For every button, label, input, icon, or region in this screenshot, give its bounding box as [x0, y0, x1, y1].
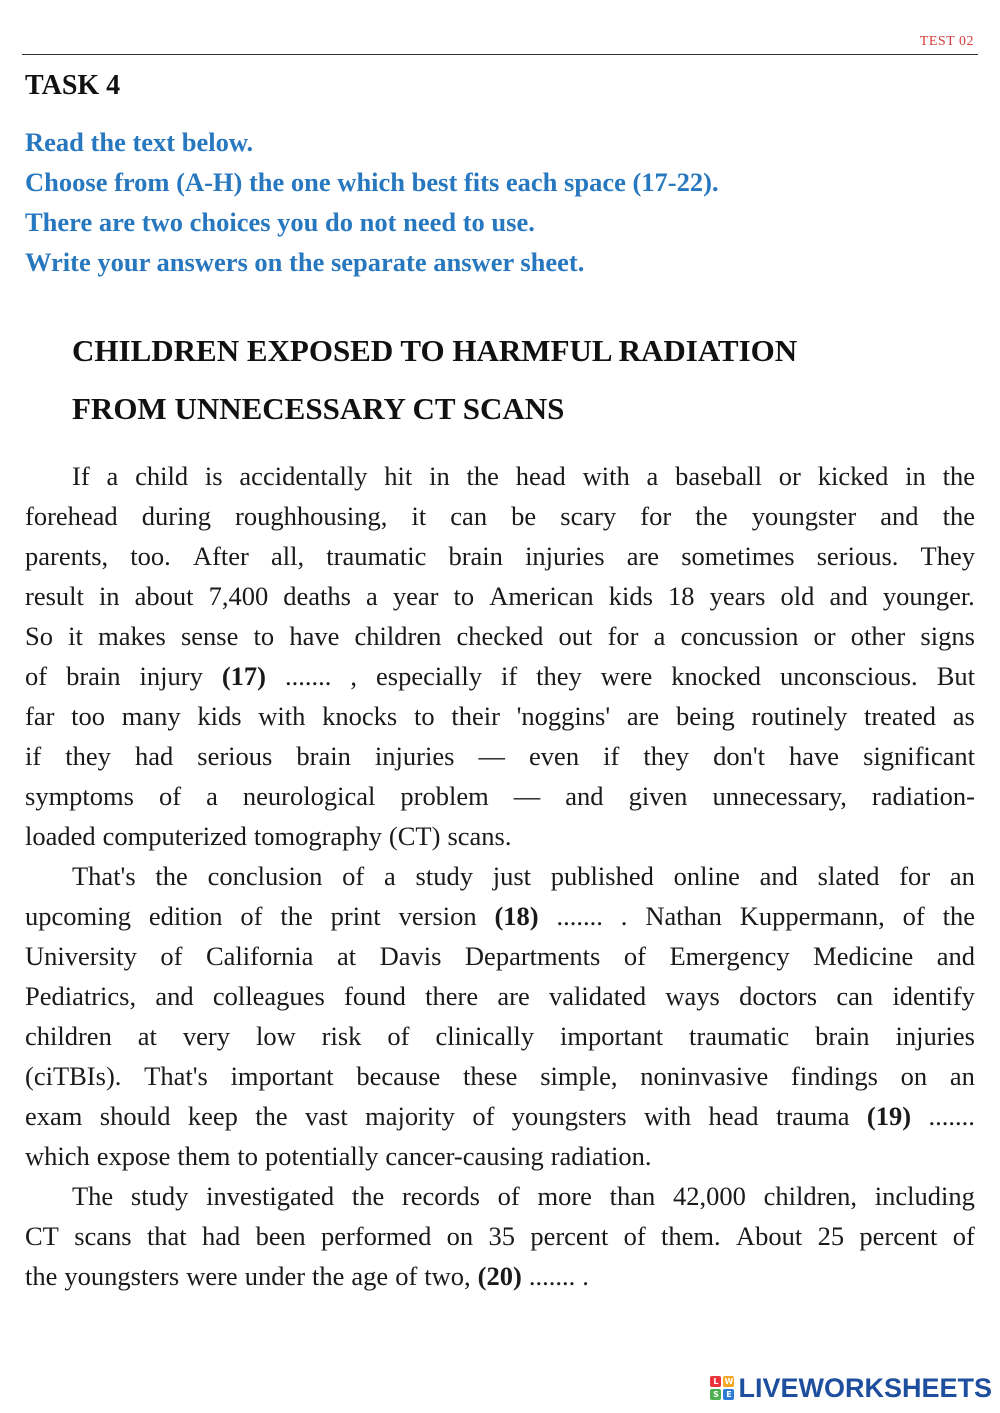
instruction-line: There are two choices you do not need to use.: [25, 207, 535, 237]
article-line: of brain injury (17) ....... , especially if they were knocked unconscious. But: [25, 661, 975, 691]
logo-square: W: [724, 1377, 734, 1386]
logo-square: E: [723, 1389, 734, 1400]
logo-square: L: [710, 1376, 721, 1387]
instruction-line: Choose from (A-H) the one which best fits each space (17-22).: [25, 167, 719, 197]
article-title-line: FROM UNNECESSARY CT SCANS: [72, 391, 565, 426]
article-body: [25, 456, 975, 1296]
article-line: the youngsters were under the age of two, (20) ....... .: [25, 1261, 589, 1291]
article-line: exam should keep the vast majority of youngsters with head trauma (19) .......: [25, 1101, 975, 1131]
article-line: CT scans that had been performed on 35 percent of them. About 25 percent of: [25, 1221, 975, 1251]
instructions: [25, 122, 975, 282]
article-line: Pediatrics, and colleagues found there are validated ways doctors can identify: [25, 981, 975, 1011]
article-line: If a child is accidentally hit in the head with a baseball or kicked in the: [72, 461, 975, 491]
instruction-line: Read the text below.: [25, 127, 254, 157]
article-line: upcoming edition of the print version (18) ....... . Nathan Kuppermann, of the: [25, 901, 975, 931]
test-label: TEST 02: [919, 34, 974, 49]
article-line: which expose them to potentially cancer-causing radiation.: [25, 1141, 652, 1171]
article-line: University of California at Davis Departments of Emergency Medicine and: [25, 941, 975, 971]
article-line: if they had serious brain injuries — even if they don't have significant: [25, 741, 975, 771]
article-line: parents, too. After all, traumatic brain injuries are sometimes serious. They: [25, 541, 975, 571]
logo-square: S: [710, 1389, 721, 1400]
article-line: That's the conclusion of a study just published online and slated for an: [72, 861, 975, 891]
task-title: TASK 4: [25, 70, 121, 101]
instruction-line: Write your answers on the separate answer sheet.: [25, 247, 585, 277]
article-line: children at very low risk of clinically important traumatic brain injuries: [25, 1021, 975, 1051]
article-line: symptoms of a neurological problem — and given unnecessary, radiation-: [25, 781, 975, 811]
liveworksheets-logo: [710, 1373, 992, 1403]
article-title-line: CHILDREN EXPOSED TO HARMFUL RADIATION: [72, 333, 798, 368]
article-title: [72, 322, 972, 438]
article-line: result in about 7,400 deaths a year to American kids 18 years old and younger.: [25, 581, 975, 611]
article-line: far too many kids with knocks to their 'noggins' are being routinely treated as: [25, 701, 975, 731]
article-line: (ciTBIs). That's important because these simple, noninvasive findings on an: [25, 1061, 975, 1091]
header-divider: [22, 54, 978, 55]
article-line: forehead during roughhousing, it can be scary for the youngster and the: [25, 501, 975, 531]
article-line: The study investigated the records of more than 42,000 children, including: [72, 1181, 975, 1211]
logo-mark-icon: [710, 1376, 734, 1400]
article-line: loaded computerized tomography (CT) scans.: [25, 821, 512, 851]
article-line: So it makes sense to have children checked out for a concussion or other signs: [25, 621, 975, 651]
logo-text: LIVEWORKSHEETS: [738, 1372, 992, 1403]
